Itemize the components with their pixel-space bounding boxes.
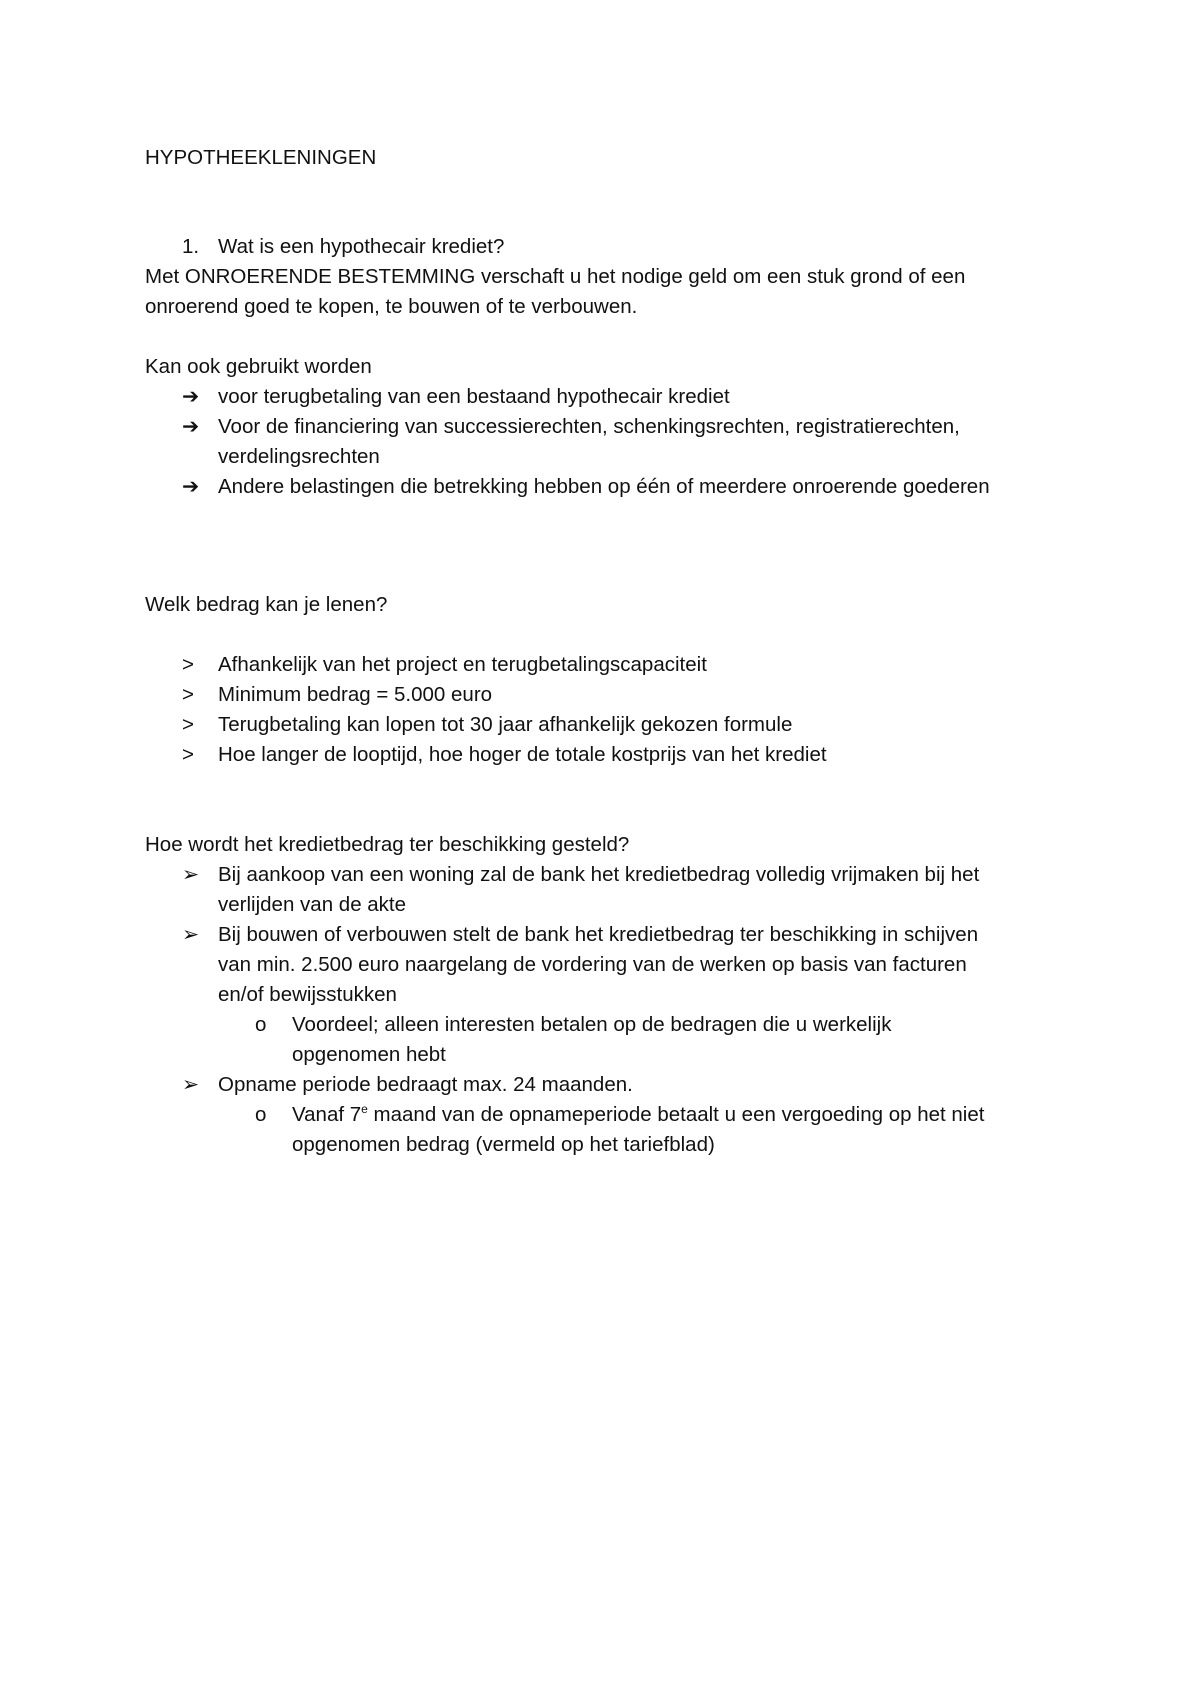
text-fragment: Vanaf 7 xyxy=(292,1103,362,1126)
list-item: Hoe langer de looptijd, hoe hoger de totale kostprijs van het krediet xyxy=(218,743,827,766)
arrowhead-bullet-icon: ➢ xyxy=(182,863,200,886)
section2-item1: voor terugbetaling van een bestaand hypothecair krediet xyxy=(218,385,730,408)
arrow-bullet-icon: ➔ xyxy=(182,415,200,438)
section2-item3: Andere belastingen die betrekking hebben op één of meerdere onroerende goederen xyxy=(218,475,990,498)
section4-item2-sub-line2: opgenomen hebt xyxy=(292,1043,446,1066)
text-fragment: maand van de opnameperiode betaalt u een vergoeding op het niet xyxy=(367,1103,985,1126)
section2-item2-line2: verdelingsrechten xyxy=(218,445,380,468)
section4-item1-line2: verlijden van de akte xyxy=(218,893,407,916)
arrowhead-bullet-icon: ➢ xyxy=(182,923,200,946)
list-item: Minimum bedrag = 5.000 euro xyxy=(218,683,493,706)
section4-item2-line3: en/of bewijsstukken xyxy=(218,983,397,1006)
section4-item2-line1: Bij bouwen of verbouwen stelt de bank het kredietbedrag ter beschikking in schijven xyxy=(218,923,979,946)
arrow-bullet-icon: ➔ xyxy=(182,475,200,498)
arrow-bullet-icon: ➔ xyxy=(182,385,200,408)
section4-heading: Hoe wordt het kredietbedrag ter beschikking gesteld? xyxy=(145,833,630,856)
section3-heading: Welk bedrag kan je lenen? xyxy=(145,593,388,616)
document-title: HYPOTHEEKLENINGEN xyxy=(145,146,377,169)
circle-bullet-icon: o xyxy=(255,1013,267,1036)
chevron-right-icon: > xyxy=(182,743,194,766)
chevron-right-icon: > xyxy=(182,653,194,676)
chevron-right-icon: > xyxy=(182,713,194,736)
superscript: e xyxy=(361,1102,368,1117)
section1-heading: Wat is een hypothecair krediet? xyxy=(218,235,505,258)
section4-item3-sub-line2: opgenomen bedrag (vermeld op het tariefblad) xyxy=(292,1133,715,1156)
section4-item3: Opname periode bedraagt max. 24 maanden. xyxy=(218,1073,633,1096)
section4-item1-line1: Bij aankoop van een woning zal de bank het kredietbedrag volledig vrijmaken bij het xyxy=(218,863,980,886)
list-number: 1. xyxy=(182,235,200,258)
arrowhead-bullet-icon: ➢ xyxy=(182,1073,200,1096)
section2-item2-line1: Voor de financiering van successierechten, schenkingsrechten, registratierechten, xyxy=(218,415,960,438)
section4-item2-line2: van min. 2.500 euro naargelang de vordering van de werken op basis van facturen xyxy=(218,953,967,976)
section2-heading: Kan ook gebruikt worden xyxy=(145,355,372,378)
chevron-right-icon: > xyxy=(182,683,194,706)
section4-item3-sub-line1 xyxy=(292,1100,984,1130)
section1-paragraph-line2: onroerend goed te kopen, te bouwen of te verbouwen. xyxy=(145,295,638,318)
section4-item2-sub-line1: Voordeel; alleen interesten betalen op de bedragen die u werkelijk xyxy=(292,1013,892,1036)
circle-bullet-icon: o xyxy=(255,1103,267,1126)
list-item: Terugbetaling kan lopen tot 30 jaar afhankelijk gekozen formule xyxy=(218,713,793,736)
section1-paragraph-line1: Met ONROERENDE BESTEMMING verschaft u het nodige geld om een stuk grond of een xyxy=(145,265,966,288)
list-item: Afhankelijk van het project en terugbetalingscapaciteit xyxy=(218,653,707,676)
